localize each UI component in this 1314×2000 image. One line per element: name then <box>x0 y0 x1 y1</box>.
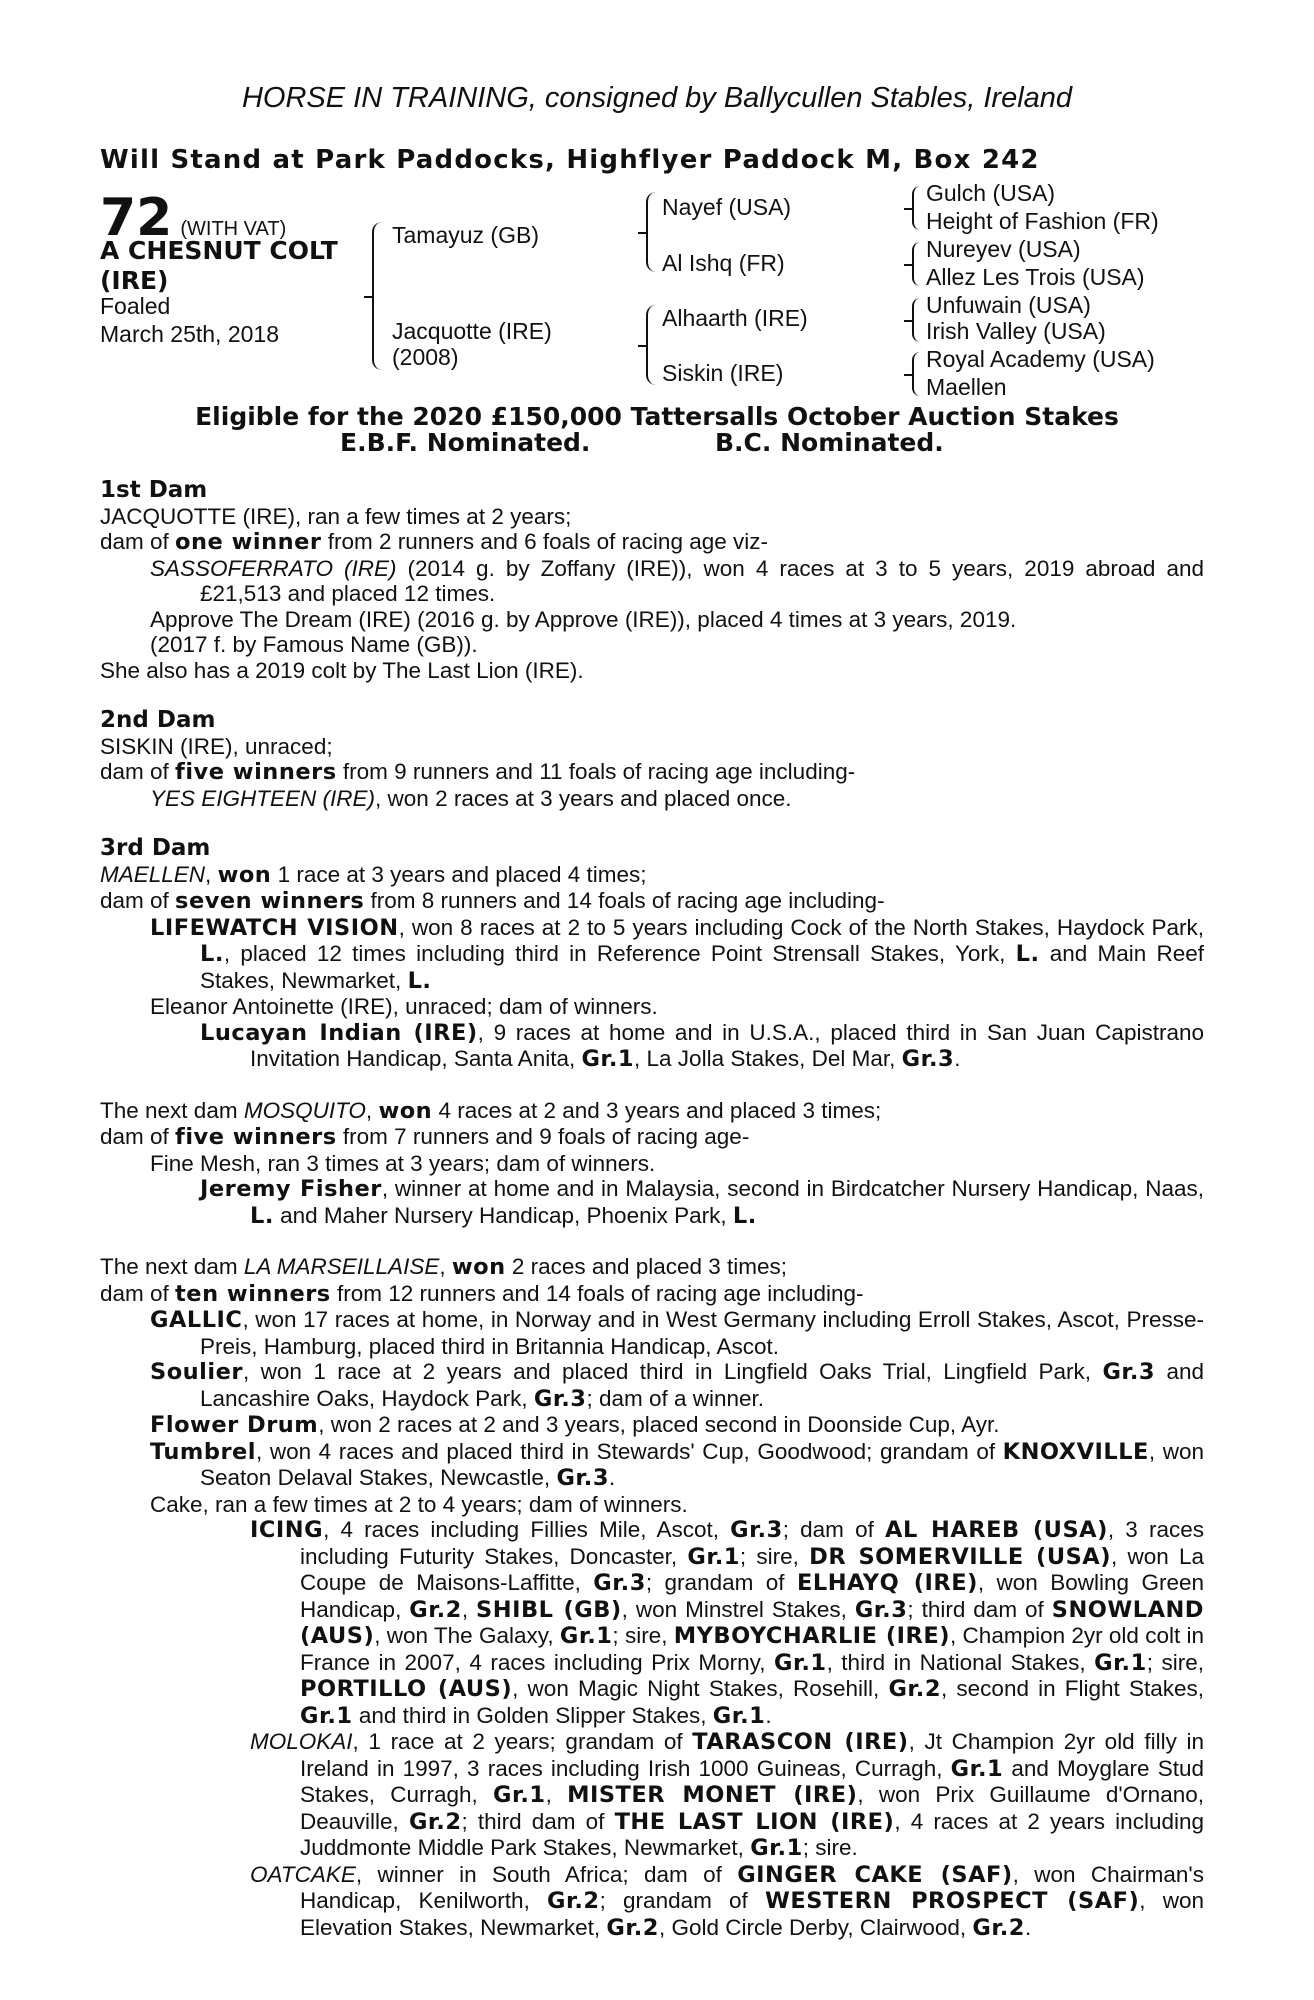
produce-entry: Eleanor Antoinette (IRE), unraced; dam of winners. <box>150 994 658 1019</box>
pedigree-sire: Tamayuz (GB) <box>392 222 539 248</box>
mosquito-produce-line: dam of five winners from 7 runners and 9 foals of racing age- <box>100 1124 750 1150</box>
second-dam-line: SISKIN (IRE), unraced; <box>100 733 333 759</box>
pedigree-notes <box>100 478 1204 1941</box>
first-dam-line: JACQUOTTE (IRE), ran a few times at 2 years; <box>100 503 572 529</box>
produce-entry: (2017 f. by Famous Name (GB)). <box>150 632 478 657</box>
pedigree-brace-dd <box>912 352 920 396</box>
pedigree-ssd: Height of Fashion (FR) <box>926 208 1159 234</box>
produce-entry: MOLOKAI, 1 race at 2 years; grandam of TARASCON (IRE), Jt Champion 2yr old filly in Ireland in 1997, 3 races including Irish 1000 Guineas, Curragh, Gr.1 and Moyglare Stud Stakes, Curragh, Gr.1, MISTER MONET (IRE), won Prix Guillaume d'Ornano, Deauville, Gr.2; third dam of THE LAST LION (IRE), 4 races at 2 years including Juddmonte Middle Park Stakes, Newmarket, Gr.1; sire. <box>250 1729 1204 1861</box>
pedigree-dam-year: (2008) <box>392 344 459 370</box>
produce-entry: OATCAKE, winner in South Africa; dam of GINGER CAKE (SAF), won Chairman's Handicap, Kenilworth, Gr.2; grandam of WESTERN PROSPECT (SAF), won Elevation Stakes, Newmarket, Gr.2, Gold Circle Derby, Clairwood, Gr.2. <box>250 1861 1205 1941</box>
produce-entry: Lucayan Indian (IRE), 9 races at home and in U.S.A., placed third in San Juan Capistrano Invitation Handicap, Santa Anita, Gr.1, La Jolla Stakes, Del Mar, Gr.3. <box>200 1019 1204 1072</box>
next-dam-la-marseillaise: The next dam LA MARSEILLAISE, won 2 races and placed 3 times; <box>100 1254 788 1280</box>
first-dam-note: She also has a 2019 colt by The Last Lion (IRE). <box>100 657 584 683</box>
pedigree-dam-sire: Alhaarth (IRE) <box>662 305 808 331</box>
next-dam-mosquito: The next dam MOSQUITO, won 4 races at 2 and 3 years and placed 3 times; <box>100 1097 882 1124</box>
pedigree-ddd: Maellen <box>926 374 1007 400</box>
horse-name-line2: (IRE) <box>100 266 169 295</box>
pedigree-sire-sire: Nayef (USA) <box>662 194 792 220</box>
third-dam-produce-line: dam of seven winners from 8 runners and 14 foals of racing age including- <box>100 888 885 914</box>
stand-location: Will Stand at Park Paddocks, Highflyer Paddock M, Box 242 <box>100 145 1040 175</box>
pedigree-sdd: Allez Les Trois (USA) <box>926 264 1145 290</box>
pedigree-brace-sire <box>646 192 656 272</box>
produce-entry: Cake, ran a few times at 2 to 4 years; dam of winners. <box>150 1491 688 1517</box>
pedigree-brace-ds <box>912 298 920 342</box>
produce-entry: ICING, 4 races including Fillies Mile, Ascot, Gr.3; dam of AL HAREB (USA), 3 races including Futurity Stakes, Doncaster, Gr.1; sire, DR SOMERVILLE (USA), won La Coupe de Maisons-Laffitte, Gr.3; grandam of ELHAYQ (IRE), won Bowling Green Handicap, Gr.2, SHIBL (GB), won Minstrel Stakes, Gr.3; third dam of SNOWLAND (AUS), won The Galaxy, Gr.1; sire, MYBOYCHARLIE (IRE), Champion 2yr old colt in France in 2007, 4 races including Prix Morny, Gr.1, third in National Stakes, Gr.1; sire, PORTILLO (AUS), won Magic Night Stakes, Rosehill, Gr.2, second in Flight Stakes, Gr.1 and third in Golden Slipper Stakes, Gr.1. <box>250 1517 1205 1729</box>
foaling-info <box>100 292 279 348</box>
produce-entry: YES EIGHTEEN (IRE), won 2 races at 3 years and placed once. <box>150 785 792 811</box>
pedigree-sss: Gulch (USA) <box>926 180 1056 206</box>
lot-number: 72 <box>100 188 173 248</box>
produce-entry: Fine Mesh, ran 3 times at 3 years; dam of winners. <box>150 1150 656 1176</box>
pedigree-brace-sd <box>912 242 920 286</box>
produce-entry: Jeremy Fisher, winner at home and in Malaysia, second in Birdcatcher Nursery Handicap, Naas, L. and Maher Nursery Handicap, Phoenix Park, L. <box>200 1176 1204 1229</box>
first-dam-produce-line: dam of one winner from 2 runners and 6 foals of racing age viz- <box>100 529 768 555</box>
pedigree-dam-dam: Siskin (IRE) <box>662 360 784 386</box>
pedigree-dsd: Irish Valley (USA) <box>926 318 1106 344</box>
produce-entry: Soulier, won 1 race at 2 years and placed third in Lingfield Oaks Trial, Lingfield Park, Gr.3 and Lancashire Oaks, Haydock Park, Gr.3; dam of a winner. <box>150 1359 1204 1412</box>
horse-description <box>100 236 360 296</box>
pedigree-sds: Nureyev (USA) <box>926 236 1081 262</box>
ebf-nomination: E.B.F. Nominated. <box>340 428 591 457</box>
vat-note: (WITH VAT) <box>180 218 287 240</box>
pedigree-dds: Royal Academy (USA) <box>926 346 1155 372</box>
section-heading-1st-dam: 1st Dam <box>100 477 208 503</box>
foaled-date: March 25th, 2018 <box>100 321 280 347</box>
bc-nomination: B.C. Nominated. <box>715 428 944 457</box>
section-heading-3rd-dam: 3rd Dam <box>100 835 211 861</box>
produce-entry: LIFEWATCH VISION, won 8 races at 2 to 5 years including Cock of the North Stakes, Haydock Park, L., placed 12 times including third in Reference Point Strensall Stakes, York, L. and Main Reef Stakes, Newmarket, L. <box>150 914 1205 994</box>
produce-entry: SASSOFERRATO (IRE) (2014 g. by Zoffany (IRE)), won 4 races at 3 to 5 years, 2019 abroad and £21,513 and placed 12 times. <box>150 555 1204 606</box>
marseillaise-produce-line: dam of ten winners from 12 runners and 14 foals of racing age including- <box>100 1280 864 1307</box>
produce-entry: Flower Drum, won 2 races at 2 and 3 years, placed second in Doonside Cup, Ayr. <box>150 1412 1000 1438</box>
section-heading-2nd-dam: 2nd Dam <box>100 707 216 733</box>
pedigree-dss: Unfuwain (USA) <box>926 292 1091 318</box>
pedigree-dam: Jacquotte (IRE) <box>392 318 552 344</box>
horse-name-line1: A CHESNUT COLT <box>100 236 338 265</box>
produce-entry: GALLIC, won 17 races at home, in Norway and in West Germany including Erroll Stakes, Ascot, Presse-Preis, Hamburg, placed third in Britannia Handicap, Ascot. <box>150 1307 1204 1359</box>
third-dam-line: MAELLEN, won 1 race at 3 years and placed 4 times; <box>100 861 647 888</box>
pedigree-sire-dam: Al Ishq (FR) <box>662 250 785 276</box>
second-dam-produce-line: dam of five winners from 9 runners and 11 foals of racing age including- <box>100 759 856 785</box>
pedigree-brace-main <box>372 222 382 370</box>
produce-entry: Approve The Dream (IRE) (2016 g. by Approve (IRE)), placed 4 times at 3 years, 2019. <box>150 606 1017 632</box>
produce-entry: Tumbrel, won 4 races and placed third in Stewards' Cup, Goodwood; grandam of KNOXVILLE, won Seaton Delaval Stakes, Newcastle, Gr.3. <box>150 1438 1205 1491</box>
page-title: HORSE IN TRAINING, consigned by Ballycullen Stables, Ireland <box>241 82 1073 114</box>
pedigree-brace-dam <box>646 305 656 385</box>
foaled-label: Foaled <box>100 293 171 319</box>
pedigree-brace-ss <box>912 186 920 230</box>
eligibility-note: Eligible for the 2020 £150,000 Tattersalls October Auction Stakes <box>195 402 1119 431</box>
